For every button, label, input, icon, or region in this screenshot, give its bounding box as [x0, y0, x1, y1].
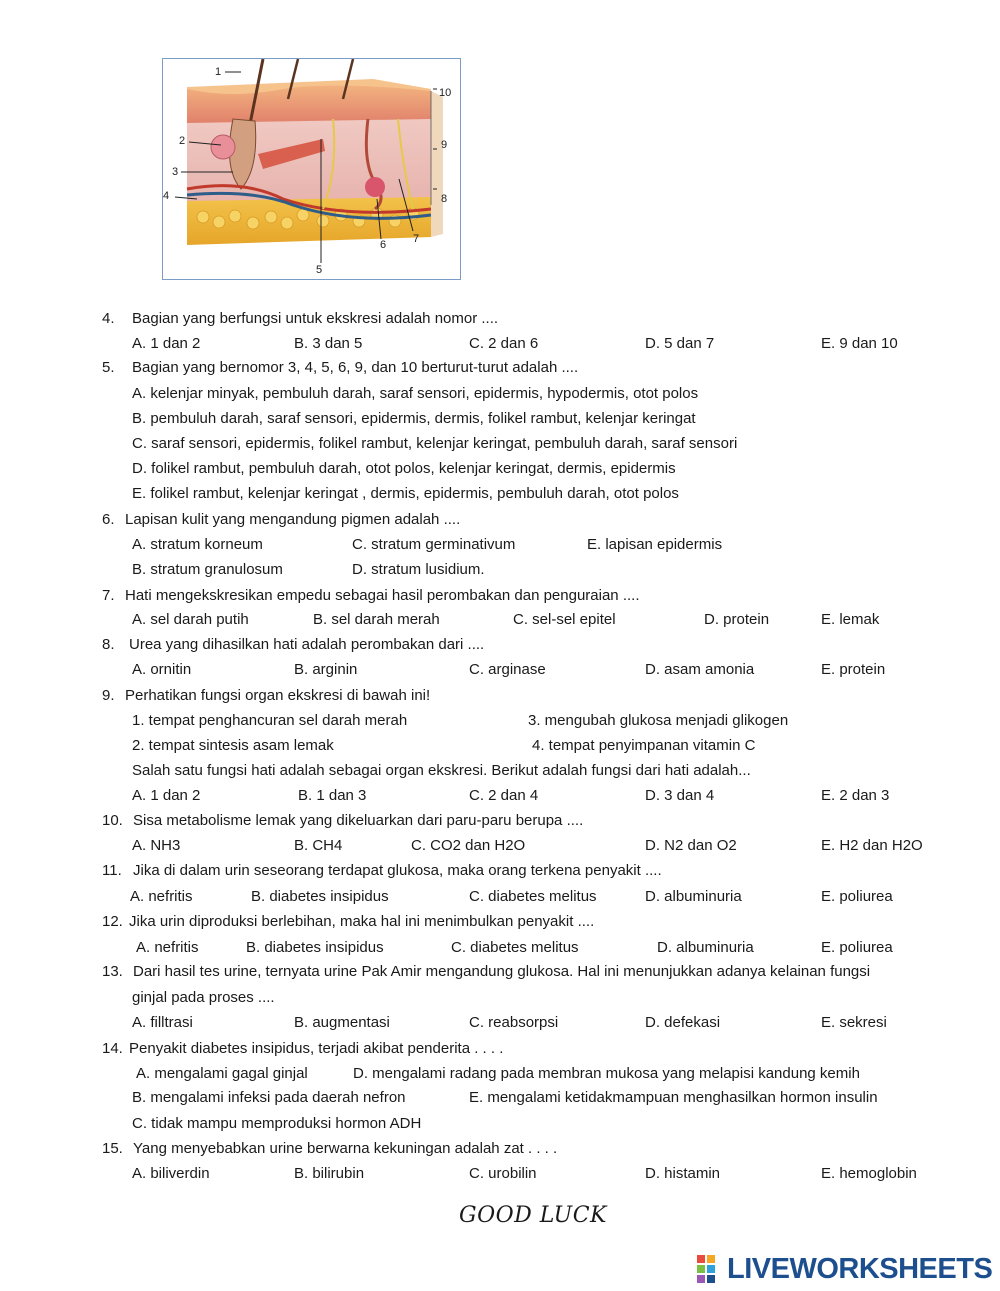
question-9-text: Perhatikan fungsi organ ekskresi di bawah ini!: [125, 687, 431, 704]
q8-option-b[interactable]: B. arginin: [294, 661, 358, 678]
q13-option-a[interactable]: A. filltrasi: [132, 1014, 193, 1031]
q5-option-d[interactable]: D. folikel rambut, pembuluh darah, otot polos, kelenjar keringat, dermis, epidermis: [132, 460, 676, 477]
q12-option-a[interactable]: A. nefritis: [136, 939, 199, 956]
diagram-label-2: 2: [179, 135, 186, 147]
question-8-text: Urea yang dihasilkan hati adalah perombakan dari ....: [129, 636, 485, 653]
q7-option-e[interactable]: E. lemak: [821, 611, 880, 628]
q9-prompt: Salah satu fungsi hati adalah sebagai organ ekskresi. Berikut adalah fungsi dari hati adalah...: [132, 762, 751, 779]
question-13-text-continued: ginjal pada proses ....: [132, 989, 275, 1006]
question-11-number: 11.: [102, 862, 122, 879]
q9-option-e[interactable]: E. 2 dan 3: [821, 787, 890, 804]
q14-option-b[interactable]: B. mengalami infeksi pada daerah nefron: [132, 1089, 406, 1106]
q11-option-a[interactable]: A. nefritis: [130, 888, 193, 905]
q4-option-d[interactable]: D. 5 dan 7: [645, 335, 715, 352]
q12-option-e[interactable]: E. poliurea: [821, 939, 893, 956]
q6-option-d[interactable]: D. stratum lusidium.: [352, 561, 485, 578]
q9-option-b[interactable]: B. 1 dan 3: [298, 787, 367, 804]
question-5-text: Bagian yang bernomor 3, 4, 5, 6, 9, dan 10 berturut-turut adalah ....: [132, 359, 579, 376]
q15-option-c[interactable]: C. urobilin: [469, 1165, 537, 1182]
question-4-text: Bagian yang berfungsi untuk ekskresi adalah nomor ....: [132, 310, 499, 327]
q12-option-d[interactable]: D. albuminuria: [657, 939, 754, 956]
q5-option-e[interactable]: E. folikel rambut, kelenjar keringat , dermis, epidermis, pembuluh darah, otot polos: [132, 485, 679, 502]
question-5-number: 5.: [102, 359, 115, 376]
q8-option-d[interactable]: D. asam amonia: [645, 661, 755, 678]
q4-option-a[interactable]: A. 1 dan 2: [132, 335, 201, 352]
q4-option-e[interactable]: E. 9 dan 10: [821, 335, 898, 352]
question-12-text: Jika urin diproduksi berlebihan, maka hal ini menimbulkan penyakit ....: [129, 913, 595, 930]
question-13-number: 13.: [102, 963, 123, 980]
q13-option-e[interactable]: E. sekresi: [821, 1014, 887, 1031]
diagram-label-9: 9: [441, 139, 448, 151]
q11-option-e[interactable]: E. poliurea: [821, 888, 893, 905]
q11-option-b[interactable]: B. diabetes insipidus: [251, 888, 389, 905]
q10-option-d[interactable]: D. N2 dan O2: [645, 837, 737, 854]
q10-option-e[interactable]: E. H2 dan H2O: [821, 837, 923, 854]
q15-option-e[interactable]: E. hemoglobin: [821, 1165, 917, 1182]
q12-option-b[interactable]: B. diabetes insipidus: [246, 939, 384, 956]
question-9-number: 9.: [102, 687, 115, 704]
q11-option-c[interactable]: C. diabetes melitus: [469, 888, 597, 905]
question-10-text: Sisa metabolisme lemak yang dikeluarkan dari paru-paru berupa ....: [133, 812, 584, 829]
q11-option-d[interactable]: D. albuminuria: [645, 888, 742, 905]
question-7-number: 7.: [102, 587, 115, 604]
diagram-label-3: 3: [172, 166, 179, 178]
q6-option-e[interactable]: E. lapisan epidermis: [587, 536, 723, 553]
q15-option-a[interactable]: A. biliverdin: [132, 1165, 210, 1182]
question-13-text: Dari hasil tes urine, ternyata urine Pak Amir mengandung glukosa. Hal ini menunjukkan adanya kelainan fungsi: [133, 963, 871, 980]
q14-option-e[interactable]: E. mengalami ketidakmampuan menghasilkan hormon insulin: [469, 1089, 878, 1106]
question-15-text: Yang menyebabkan urine berwarna kekuningan adalah zat . . . .: [133, 1140, 558, 1157]
q8-option-a[interactable]: A. ornitin: [132, 661, 192, 678]
diagram-label-8: 8: [441, 193, 448, 205]
q7-option-a[interactable]: A. sel darah putih: [132, 611, 249, 628]
q14-option-c[interactable]: C. tidak mampu memproduksi hormon ADH: [132, 1115, 422, 1132]
q4-option-b[interactable]: B. 3 dan 5: [294, 335, 363, 352]
q10-option-a[interactable]: A. NH3: [132, 837, 181, 854]
question-6-text: Lapisan kulit yang mengandung pigmen adalah ....: [125, 511, 461, 528]
q5-option-c[interactable]: C. saraf sensori, epidermis, folikel rambut, kelenjar keringat, pembuluh darah, saraf sensori: [132, 435, 738, 452]
q15-option-d[interactable]: D. histamin: [645, 1165, 721, 1182]
q13-option-d[interactable]: D. defekasi: [645, 1014, 721, 1031]
question-14-text: Penyakit diabetes insipidus, terjadi akibat penderita . . . .: [129, 1040, 504, 1057]
question-11-text: Jika di dalam urin seseorang terdapat glukosa, maka orang terkena penyakit ....: [133, 862, 662, 879]
q8-option-c[interactable]: C. arginase: [469, 661, 546, 678]
q9-option-d[interactable]: D. 3 dan 4: [645, 787, 715, 804]
question-14-number: 14.: [102, 1040, 123, 1057]
q7-option-b[interactable]: B. sel darah merah: [313, 611, 440, 628]
diagram-label-5: 5: [316, 264, 323, 276]
q9-statement-1: 1. tempat penghancuran sel darah merah: [132, 712, 408, 729]
q9-statement-2: 2. tempat sintesis asam lemak: [132, 737, 334, 754]
diagram-label-1: 1: [215, 66, 222, 78]
q14-option-d[interactable]: D. mengalami radang pada membran mukosa yang melapisi kandung kemih: [353, 1065, 860, 1082]
q9-option-a[interactable]: A. 1 dan 2: [132, 787, 201, 804]
q7-option-d[interactable]: D. protein: [704, 611, 770, 628]
q6-option-a[interactable]: A. stratum korneum: [132, 536, 263, 553]
diagram-label-6: 6: [380, 239, 387, 251]
q14-option-a[interactable]: A. mengalami gagal ginjal: [136, 1065, 308, 1082]
diagram-label-4: 4: [163, 190, 170, 202]
question-15-number: 15.: [102, 1140, 123, 1157]
diagram-label-10: 10: [439, 87, 452, 99]
liveworksheets-logo-icon: [697, 1255, 725, 1285]
q7-option-c[interactable]: C. sel-sel epitel: [513, 611, 616, 628]
skin-cross-section-illustration: [163, 59, 460, 279]
question-8-number: 8.: [102, 636, 115, 653]
q10-option-b[interactable]: B. CH4: [294, 837, 343, 854]
q4-option-c[interactable]: C. 2 dan 6: [469, 335, 539, 352]
q8-option-e[interactable]: E. protein: [821, 661, 886, 678]
q9-option-c[interactable]: C. 2 dan 4: [469, 787, 539, 804]
question-10-number: 10.: [102, 812, 123, 829]
diagram-label-7: 7: [413, 233, 420, 245]
q6-option-b[interactable]: B. stratum granulosum: [132, 561, 283, 578]
liveworksheets-brand-name: LIVEWORKSHEETS: [727, 1253, 993, 1285]
q6-option-c[interactable]: C. stratum germinativum: [352, 536, 516, 553]
q13-option-b[interactable]: B. augmentasi: [294, 1014, 390, 1031]
q15-option-b[interactable]: B. bilirubin: [294, 1165, 365, 1182]
question-12-number: 12.: [102, 913, 123, 930]
question-4-number: 4.: [102, 310, 115, 327]
question-7-text: Hati mengekskresikan empedu sebagai hasil perombakan dan penguraian ....: [125, 587, 640, 604]
skin-diagram: [162, 58, 461, 280]
q12-option-c[interactable]: C. diabetes melitus: [451, 939, 579, 956]
q9-statement-4: 4. tempat penyimpanan vitamin C: [532, 737, 756, 754]
q9-statement-3: 3. mengubah glukosa menjadi glikogen: [528, 712, 789, 729]
q5-option-a[interactable]: A. kelenjar minyak, pembuluh darah, saraf sensori, epidermis, hypodermis, otot polos: [132, 385, 699, 402]
question-6-number: 6.: [102, 511, 115, 528]
good-luck-text: GOOD LUCK: [459, 1203, 607, 1228]
q13-option-c[interactable]: C. reabsorpsi: [469, 1014, 559, 1031]
q5-option-b[interactable]: B. pembuluh darah, saraf sensori, epidermis, dermis, folikel rambut, kelenjar keringat: [132, 410, 696, 427]
q10-option-c[interactable]: C. CO2 dan H2O: [411, 837, 526, 854]
